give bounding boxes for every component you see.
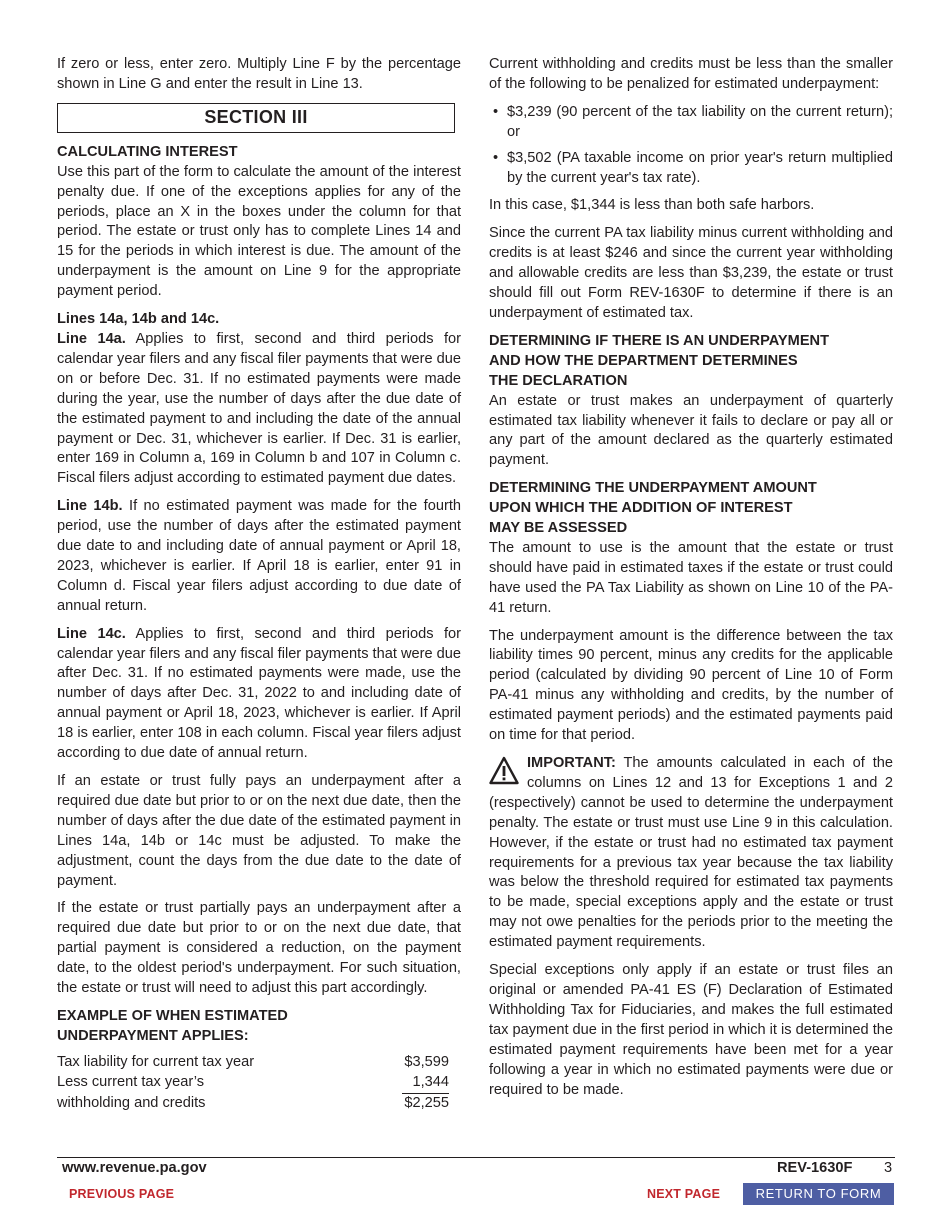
intro-paragraph: If zero or less, enter zero. Multiply Line F by the percentage shown in Line G and enter the result in Line 13. <box>57 56 461 92</box>
footer-divider <box>57 1157 895 1158</box>
example-amount <box>374 1094 449 1114</box>
line14a-text: Applies to first, second and third periods for calendar year filers and any fiscal filer payments that were due on or before Dec. 31. If no estimated payments were made during the year, use the number of days after the due date of the estimated payment to and including the date of the annual payment or Dec. 31, whichever is earlier. If Dec. 31 is earlier, enter 169 in Column a, 169 in Column b and 107 in Column c. Fiscal filers adjust according to estimated payment due dates. <box>57 330 461 487</box>
underpayment-paragraph: The underpayment amount is the difference between the tax liability times 90 percent, minus any credits for the applicable period (calculated by dividing 90 percent of Line 10 of Form PA-41 minus any withholding and credits, by the number of estimated payment periods) and the estimated payments paid on time for that period. <box>489 627 893 744</box>
underpayment-amount-heading-line1: DETERMINING THE UNDERPAYMENT AMOUNT <box>489 480 817 497</box>
right-column <box>489 55 893 1108</box>
important-text: The amounts calculated in each of the columns on Lines 12 and 13 for Exceptions 1 and 2 (respectively) cannot be used to determine the underpayment penalty. The estate or trust must use Line 9 in this calculation. However, if the estate or trust had no estimated tax payment requirements for a previous tax year because the tax liability was below the threshold required for estimated tax payments to be made, special exceptions apply and the estate or trust may not owe penalties for the periods prior to the meeting the estimated payment requirements. <box>489 755 893 951</box>
determining-paragraph: An estate or trust makes an underpayment of quarterly estimated tax liability whenever it fails to declare or pay all or any part of the amount declared as the quarterly estimated payment. <box>489 392 893 469</box>
partial-payment-paragraph: If the estate or trust partially pays an underpayment after a required due date but prior to or on the next due date, that partial payment is considered a reduction, on the payment date, to the oldest period's underpayment. For such situation, the estate or trust will need to adjust this part accordingly. <box>57 900 461 997</box>
determining-heading-line2: AND HOW THE DEPARTMENT DETERMINES <box>489 352 798 369</box>
footer-url: www.revenue.pa.gov <box>62 1160 207 1176</box>
safe-harbor-list <box>489 103 893 189</box>
full-payment-paragraph: If an estate or trust fully pays an underpayment after a required due date but prior to or on the next due date, then the number of days after the due date of the estimated payment in Lines 14a, 14b or 14c must be adjusted. To make the adjustment, count the days from the due date to the date of payment. <box>57 773 461 889</box>
line14a-label: Line 14a. <box>57 330 126 347</box>
example-amount <box>374 1053 449 1073</box>
determining-heading-line3: THE DECLARATION <box>489 372 628 389</box>
footer-page-number: 3 <box>884 1160 893 1176</box>
footer-form-id: REV-1630F <box>777 1160 853 1176</box>
underpayment-amount-heading <box>489 479 893 539</box>
section-title: SECTION III <box>57 103 455 133</box>
return-to-form-button[interactable]: RETURN TO FORM <box>743 1183 894 1205</box>
determining-heading <box>489 332 893 392</box>
line14b-paragraph <box>57 497 461 616</box>
list-item: • $3,239 (90 percent of the tax liability on the current return); or <box>489 103 893 143</box>
line14c-paragraph <box>57 625 461 764</box>
example-label: Less current tax year’s <box>57 1074 205 1091</box>
example-heading <box>57 1007 461 1047</box>
line14a-paragraph <box>57 330 461 489</box>
example-table <box>57 1053 449 1114</box>
line14c-text: Applies to first, second and third periods for calendar year filers and any fiscal filer payments that were due after Dec. 31. If no estimated payments were made, use the number of days after Dec. 31, 2022 to and including date of annual payment or April 18, 2023, whichever is earlier. If April 18 is earlier, enter 108 in each column. Fiscal year filers adjust according to due date of annual return. <box>57 625 461 762</box>
amount-paragraph: The amount to use is the amount that the estate or trust should have paid in estimated taxes if the estate or trust could have used the PA Tax Liability as shown on Line 10 of the PA-41 return. <box>489 539 893 616</box>
underpayment-amount-heading-line3: MAY BE ASSESSED <box>489 520 628 537</box>
example-label: withholding and credits <box>57 1094 206 1111</box>
example-amount-value: $3,599 <box>404 1053 449 1070</box>
example-heading-line1: EXAMPLE OF WHEN ESTIMATED <box>57 1007 288 1024</box>
table-row <box>57 1094 449 1114</box>
example-amount-value: $2,255 <box>404 1094 449 1111</box>
previous-page-link[interactable]: PREVIOUS PAGE <box>69 1187 175 1201</box>
determining-heading-line1: DETERMINING IF THERE IS AN UNDERPAYMENT <box>489 332 830 349</box>
calc-heading: CALCULATING INTEREST <box>57 143 238 160</box>
left-column <box>57 55 461 1114</box>
line14c-label: Line 14c. <box>57 625 126 642</box>
example-heading-line2: UNDERPAYMENT APPLIES: <box>57 1027 249 1044</box>
example-amount <box>374 1073 449 1094</box>
right-intro-paragraph: Current withholding and credits must be less than the smaller of the following to be penalized for estimated underpayment: <box>489 56 893 92</box>
line14b-label: Line 14b. <box>57 498 123 515</box>
safe-harbor-paragraph: In this case, $1,344 is less than both safe harbors. <box>489 197 815 214</box>
lines-heading: Lines 14a, 14b and 14c. <box>57 311 220 328</box>
important-label: IMPORTANT: <box>527 755 616 771</box>
example-label: Tax liability for current tax year <box>57 1053 255 1070</box>
table-row <box>57 1053 449 1073</box>
important-paragraph <box>489 754 893 953</box>
warning-icon <box>489 756 519 786</box>
underpayment-amount-heading-line2: UPON WHICH THE ADDITION OF INTEREST <box>489 500 793 517</box>
table-row <box>57 1073 449 1094</box>
special-exceptions-paragraph: Special exceptions only apply if an estate or trust files an original or amended PA-41 ES (F) Declaration of Estimated Withholding Tax for Fiduciaries, and makes the full estimated tax payment due in the first period in which it is determined the estimated payment requirements have been met for a year following a year in which no estimated payments were due or required to be made. <box>489 962 893 1098</box>
list-item: • $3,502 (PA taxable income on prior year's return multiplied by the current year's tax rate). <box>489 149 893 189</box>
next-page-link[interactable]: NEXT PAGE <box>647 1187 721 1201</box>
example-amount-value: 1,344 <box>402 1073 449 1094</box>
calc-paragraph: Use this part of the form to calculate the amount of the interest penalty due. If one of the exceptions applies for any of the periods, place an X in the boxes under the column for that period. The estate or trust only has to complete Lines 14 and 15 for the periods in which interest is due. The amount of the underpayment is the amount on Line 9 for the appropriate payment period. <box>57 163 461 300</box>
since-paragraph: Since the current PA tax liability minus current withholding and credits is at least $246 and since the current year withholding and allowable credits are less than $3,239, the estate or trust should fill out Form REV-1630F to determine if there is an underpayment of estimated tax. <box>489 225 893 321</box>
line14b-text: If no estimated payment was made for the fourth period, use the number of days after the estimated payment due date to and including date of annual payment or April 18, 2023, whichever is earlier. If April 18 is earlier, enter 91 in Column d. Fiscal year filers adjust according to due date of annual return. <box>57 498 462 614</box>
